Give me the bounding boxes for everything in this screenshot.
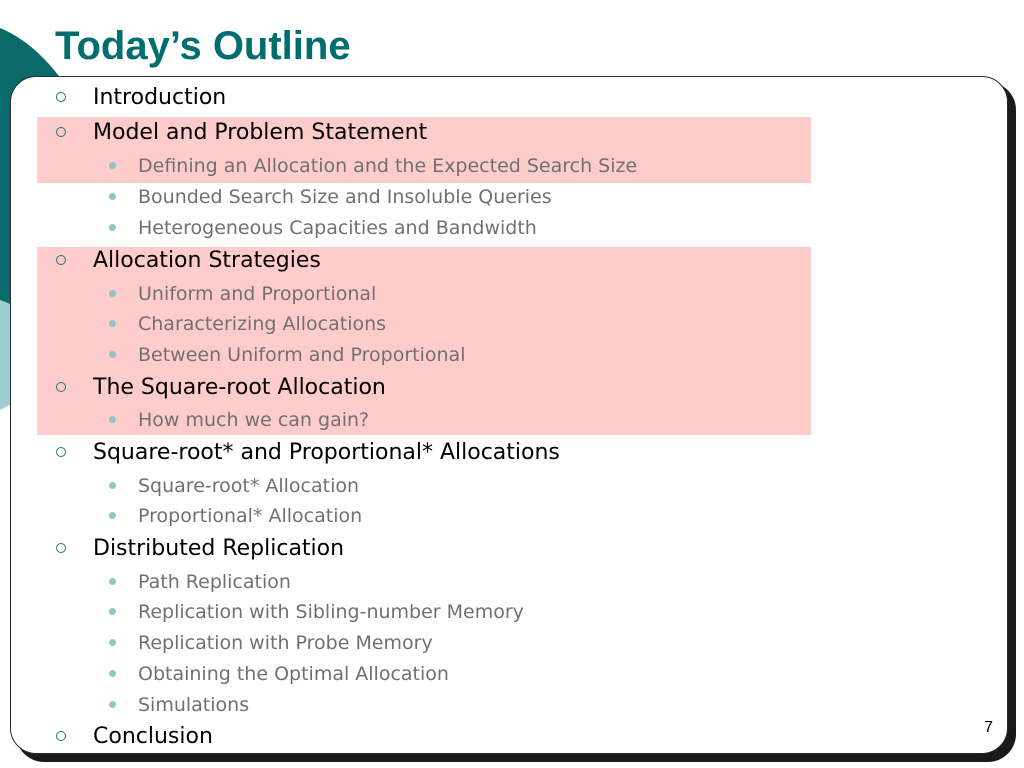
circle-bullet-icon: [56, 127, 66, 137]
outline-item: [11, 374, 1001, 404]
dot-bullet-icon: [109, 670, 116, 677]
outline-item: [11, 119, 1001, 149]
circle-bullet-icon: [56, 255, 66, 265]
outline-item: [11, 723, 1001, 753]
outline-subitem-text: Defining an Allocation and the Expected Search Size: [138, 155, 638, 177]
outline-subitem: [11, 310, 1001, 340]
outline-subitem: [11, 502, 1001, 532]
page-number: 7: [984, 719, 993, 736]
outline-subitem-text: Characterizing Allocations: [138, 313, 387, 335]
outline-subitem: [11, 660, 1001, 690]
circle-bullet-icon: [56, 731, 66, 741]
content-panel: [10, 76, 1008, 754]
outline-item: [11, 439, 1001, 469]
outline-subitem-text: Path Replication: [138, 571, 291, 593]
slide-title: Today’s Outline: [55, 24, 351, 68]
outline-subitem-text: Square-root* Allocation: [138, 475, 360, 497]
dot-bullet-icon: [109, 701, 116, 708]
outline-subitem-text: Bounded Search Size and Insoluble Queries: [138, 186, 552, 208]
outline-subitem-text: Replication with Probe Memory: [138, 632, 433, 654]
outline-item-text: Introduction: [93, 85, 227, 110]
outline-subitem-text: Proportional* Allocation: [138, 505, 363, 527]
outline-item: [11, 247, 1001, 277]
dot-bullet-icon: [109, 639, 116, 646]
dot-bullet-icon: [109, 290, 116, 297]
outline-subitem-text: Heterogeneous Capacities and Bandwidth: [138, 217, 537, 239]
outline-subitem-text: Between Uniform and Proportional: [138, 344, 466, 366]
dot-bullet-icon: [109, 482, 116, 489]
dot-bullet-icon: [109, 224, 116, 231]
outline-subitem-text: Simulations: [138, 694, 250, 716]
dot-bullet-icon: [109, 351, 116, 358]
outline-item-text: Distributed Replication: [93, 536, 345, 561]
outline-subitem: [11, 280, 1001, 310]
dot-bullet-icon: [109, 512, 116, 519]
circle-bullet-icon: [56, 447, 66, 457]
circle-bullet-icon: [56, 382, 66, 392]
outline-subitem: [11, 214, 1001, 244]
outline-item-text: The Square-root Allocation: [93, 375, 386, 400]
outline-subitem: [11, 183, 1001, 213]
outline-subitem-text: Uniform and Proportional: [138, 283, 377, 305]
outline-subitem: [11, 152, 1001, 182]
outline-subitem: [11, 406, 1001, 436]
outline-subitem-text: How much we can gain?: [138, 409, 370, 431]
outline-subitem-text: Obtaining the Optimal Allocation: [138, 663, 449, 685]
outline-subitem: [11, 629, 1001, 659]
dot-bullet-icon: [109, 162, 116, 169]
outline-subitem: [11, 598, 1001, 628]
dot-bullet-icon: [109, 416, 116, 423]
circle-bullet-icon: [56, 543, 66, 553]
outline-item: [11, 535, 1001, 565]
outline-item-text: Allocation Strategies: [93, 248, 321, 273]
outline-subitem: [11, 472, 1001, 502]
outline-item: [11, 84, 1001, 114]
dot-bullet-icon: [109, 193, 116, 200]
outline-subitem: [11, 691, 1001, 721]
outline-item-text: Model and Problem Statement: [93, 120, 428, 145]
dot-bullet-icon: [109, 320, 116, 327]
dot-bullet-icon: [109, 608, 116, 615]
outline-subitem-text: Replication with Sibling-number Memory: [138, 601, 524, 623]
circle-bullet-icon: [56, 92, 66, 102]
outline-subitem: [11, 568, 1001, 598]
dot-bullet-icon: [109, 578, 116, 585]
outline-subitem: [11, 341, 1001, 371]
outline-item-text: Square-root* and Proportional* Allocations: [93, 440, 560, 465]
outline-item-text: Conclusion: [93, 724, 213, 749]
